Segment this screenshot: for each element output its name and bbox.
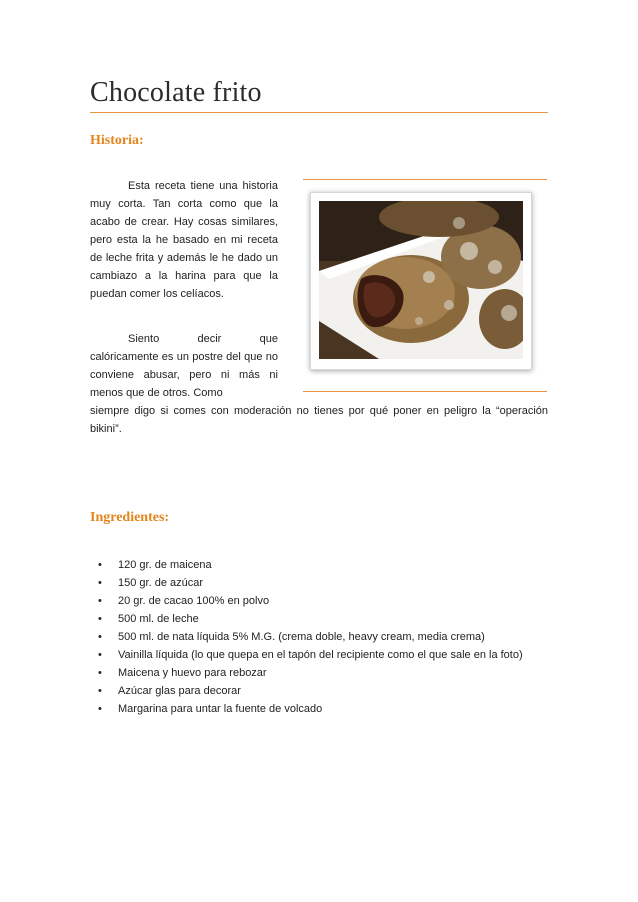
fried-chocolate-image xyxy=(319,201,523,359)
title-underline xyxy=(90,112,548,113)
list-item xyxy=(98,610,550,628)
list-item xyxy=(98,700,550,718)
historia-paragraph-1-text: Esta receta tiene una historia muy corta. Tan corta como que la acabo de crear. Hay cosas similares, pero esta la he basado en mi receta de leche frita y además le he dado un cambiazo a la harina para que la puedan comer los celíacos. xyxy=(90,180,278,300)
bullet-icon: • xyxy=(98,559,102,571)
list-item-text: 500 ml. de nata líquida 5% M.G. (crema doble, heavy cream, media crema) xyxy=(118,631,485,643)
list-item-text: 500 ml. de leche xyxy=(118,613,199,625)
recipe-photo-frame xyxy=(310,192,532,370)
historia-paragraph-2-continuation: siempre digo si comes con moderación no tienes por qué poner en peligro la “operación bikini”. xyxy=(90,405,548,435)
list-item-text: Maicena y huevo para rebozar xyxy=(118,667,267,679)
list-item xyxy=(98,574,550,592)
photo-top-rule xyxy=(303,179,547,180)
bullet-icon: • xyxy=(98,685,102,697)
list-item-text: Vainilla líquida (lo que quepa en el tapón del recipiente como el que sale en la foto) xyxy=(118,649,523,661)
fried-chocolate-photo xyxy=(319,201,523,359)
list-item xyxy=(98,664,550,682)
list-item xyxy=(98,682,550,700)
page-title: Chocolate frito xyxy=(90,77,262,108)
list-item-text: Margarina para untar la fuente de volcado xyxy=(118,703,323,715)
list-item-text: 120 gr. de maicena xyxy=(118,559,212,571)
list-item xyxy=(98,592,550,610)
list-item-text: 20 gr. de cacao 100% en polvo xyxy=(118,595,270,607)
bullet-icon: • xyxy=(98,613,102,625)
bullet-icon: • xyxy=(98,703,102,715)
bullet-icon: • xyxy=(98,667,102,679)
list-item xyxy=(98,628,550,646)
historia-paragraph-1 xyxy=(90,177,278,303)
bullet-icon: • xyxy=(98,595,102,607)
list-item xyxy=(98,556,550,574)
photo-bottom-rule xyxy=(303,391,547,392)
bullet-icon: • xyxy=(98,577,102,589)
list-item-text: 150 gr. de azúcar xyxy=(118,577,204,589)
list-item-text: Azúcar glas para decorar xyxy=(118,685,241,697)
bullet-icon: • xyxy=(98,631,102,643)
historia-paragraph-2-text: Siento decir que calóricamente es un postre del que no conviene abusar, pero ni más ni menos que de otros. Como xyxy=(90,333,278,399)
section-heading-ingredientes: Ingredientes: xyxy=(90,510,170,525)
bullet-icon: • xyxy=(98,649,102,661)
list-item xyxy=(98,646,550,664)
historia-paragraph-2 xyxy=(90,330,278,402)
ingredients-list xyxy=(98,556,550,718)
section-heading-historia: Historia: xyxy=(90,133,144,148)
